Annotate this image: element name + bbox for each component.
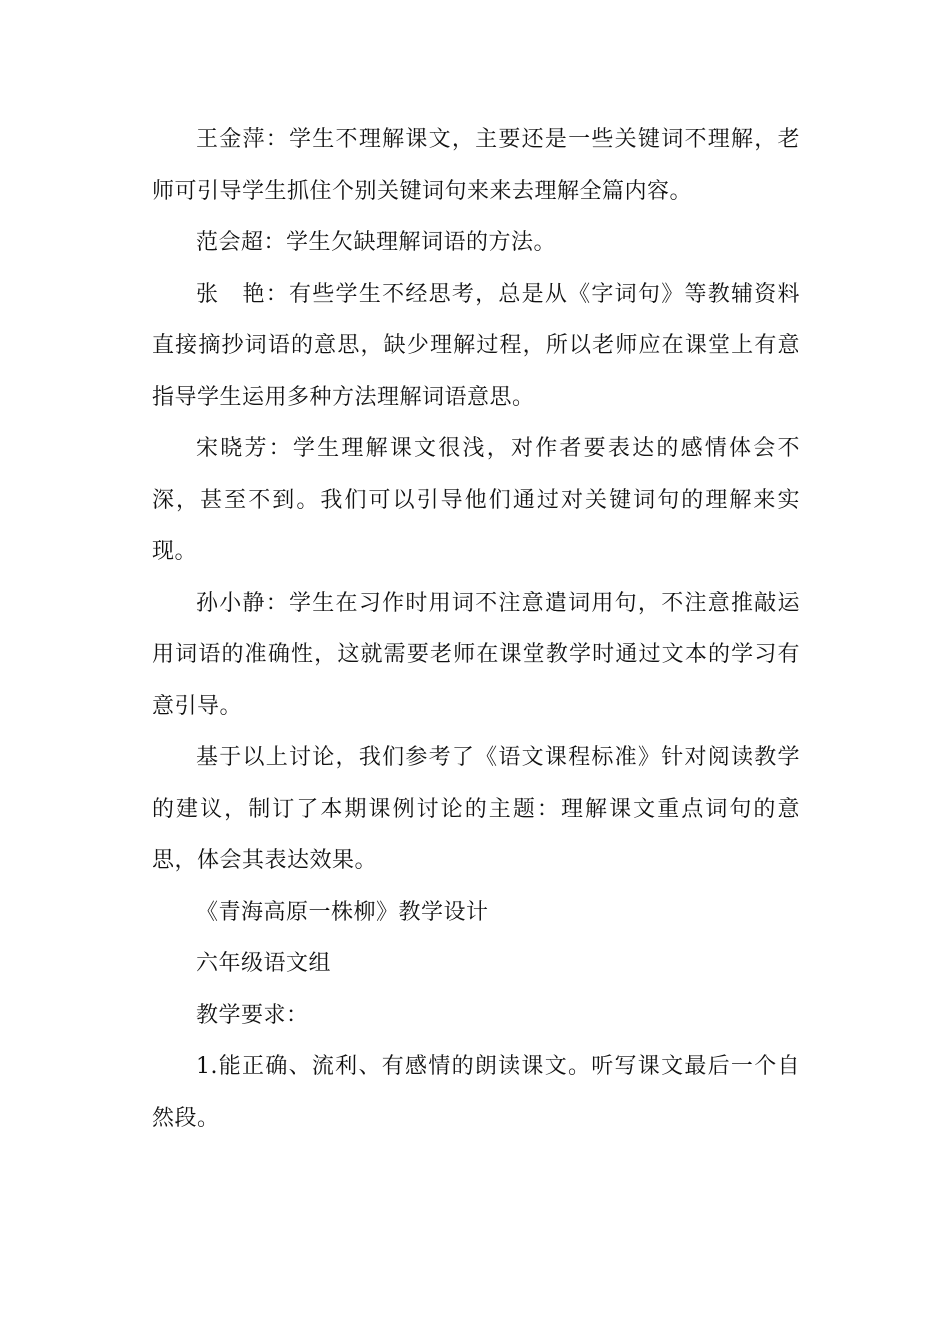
paragraph-zhang-yan: 张 艳：有些学生不经思考，总是从《字词句》等教辅资料直接摘抄词语的意思，缺少理解过程，所以老师应在课堂上有意指导学生运用多种方法理解词语意思。 [152,281,800,410]
author-group: 六年级语文组 [196,951,332,976]
paragraph-wang-jinping: 王金萍：学生不理解课文，主要还是一些关键词不理解，老师可引导学生抓住个别关键词句来来去理解全篇内容。 [152,127,800,204]
teaching-requirements-heading: 教学要求： [196,1002,309,1028]
paragraph-fan-huichao: 范会超：学生欠缺理解词语的方法。 [196,230,557,255]
paragraph-sun-xiaojing: 孙小静：学生在习作时用词不注意遣词用句，不注意推敲运用词语的准确性，这就需要老师在课堂教学时通过文本的学习有意引导。 [152,590,800,719]
lesson-design-title: 《青海高原一株柳》教学设计 [196,899,489,925]
paragraph-discussion-summary: 基于以上讨论，我们参考了《语文课程标准》针对阅读教学的建议，制订了本期课例讨论的主题：理解课文重点词句的意思，体会其表达效果。 [152,745,800,873]
paragraph-song-xiaofang: 宋晓芳：学生理解课文很浅，对作者要表达的感情体会不深，甚至不到。我们可以引导他们通过对关键词句的理解来实现。 [152,436,800,564]
requirement-item-1: 1.能正确、流利、有感情的朗读课文。听写课文最后一个自然段。 [152,1054,800,1131]
document-body [152,114,800,1144]
